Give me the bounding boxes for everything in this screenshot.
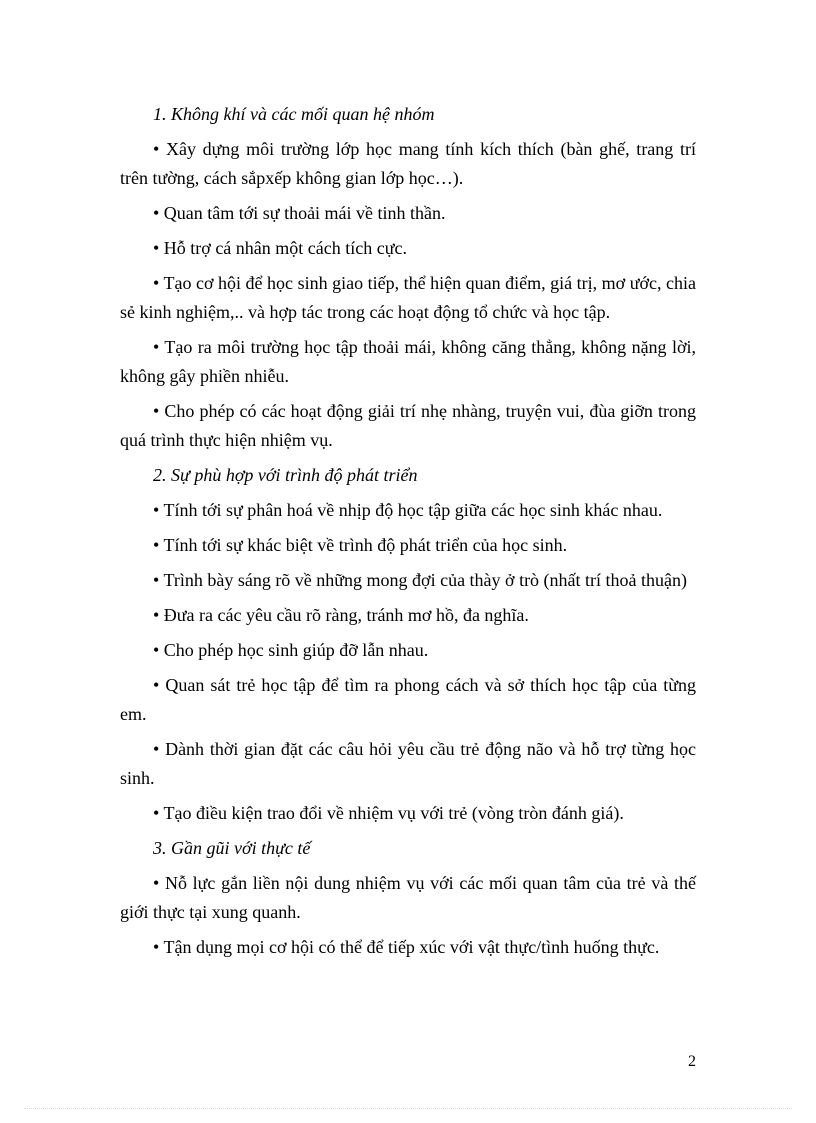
bullet-item: • Tính tới sự phân hoá về nhịp độ học tập giữa các học sinh khác nhau.	[153, 500, 663, 520]
bullet-item: • Tận dụng mọi cơ hội có thể để tiếp xúc với vật thực/tình huống thực.	[153, 937, 660, 957]
bullet-item: • Xây dựng môi trường lớp học mang tính kích thích (bàn ghế, trang trí trên tường, cách sắpxếp không gian lớp học…).	[120, 139, 696, 188]
bullet-item: • Cho phép có các hoạt động giải trí nhẹ nhàng, truyện vui, đùa giỡn trong quá trình thực hiện nhiệm vụ.	[120, 401, 696, 450]
bullet-item: • Tạo cơ hội để học sinh giao tiếp, thể hiện quan điểm, giá trị, mơ ước, chia sẻ kinh nghiệm,.. và hợp tác trong các hoạt động tổ chức và học tập.	[120, 273, 696, 322]
bullet-item: • Tính tới sự khác biệt về trình độ phát triển của học sinh.	[153, 535, 568, 555]
page-content	[120, 100, 696, 968]
bullet-item: • Quan tâm tới sự thoải mái về tinh thần.	[153, 203, 446, 223]
section-heading-3: 3. Gần gũi với thực tế	[153, 838, 311, 858]
bullet-item: • Dành thời gian đặt các câu hỏi yêu cầu trẻ động não và hỗ trợ từng học sinh.	[120, 739, 696, 788]
page-number: 2	[688, 1053, 696, 1070]
page-bottom-divider	[24, 1108, 792, 1109]
bullet-item: • Đưa ra các yêu cầu rõ ràng, tránh mơ hồ, đa nghĩa.	[153, 605, 529, 625]
bullet-item: • Quan sát trẻ học tập để tìm ra phong cách và sở thích học tập của từng em.	[120, 675, 696, 724]
section-heading-1: 1. Không khí và các mối quan hệ nhóm	[153, 104, 435, 124]
bullet-item: • Tạo ra môi trường học tập thoải mái, không căng thẳng, không nặng lời, không gây phiền nhiễu.	[120, 337, 696, 386]
section-heading-2: 2. Sự phù hợp với trình độ phát triển	[153, 465, 418, 485]
bullet-item: • Hỗ trợ cá nhân một cách tích cực.	[153, 238, 407, 258]
bullet-item: • Nỗ lực gắn liền nội dung nhiệm vụ với các mối quan tâm của trẻ và thế giới thực tại xung quanh.	[120, 873, 696, 922]
bullet-item: • Tạo điều kiện trao đổi về nhiệm vụ với trẻ (vòng tròn đánh giá).	[153, 803, 624, 823]
bullet-item: • Trình bày sáng rõ về những mong đợi của thày ở trò (nhất trí thoả thuận)	[153, 570, 688, 590]
bullet-item: • Cho phép học sinh giúp đỡ lẫn nhau.	[153, 640, 429, 660]
